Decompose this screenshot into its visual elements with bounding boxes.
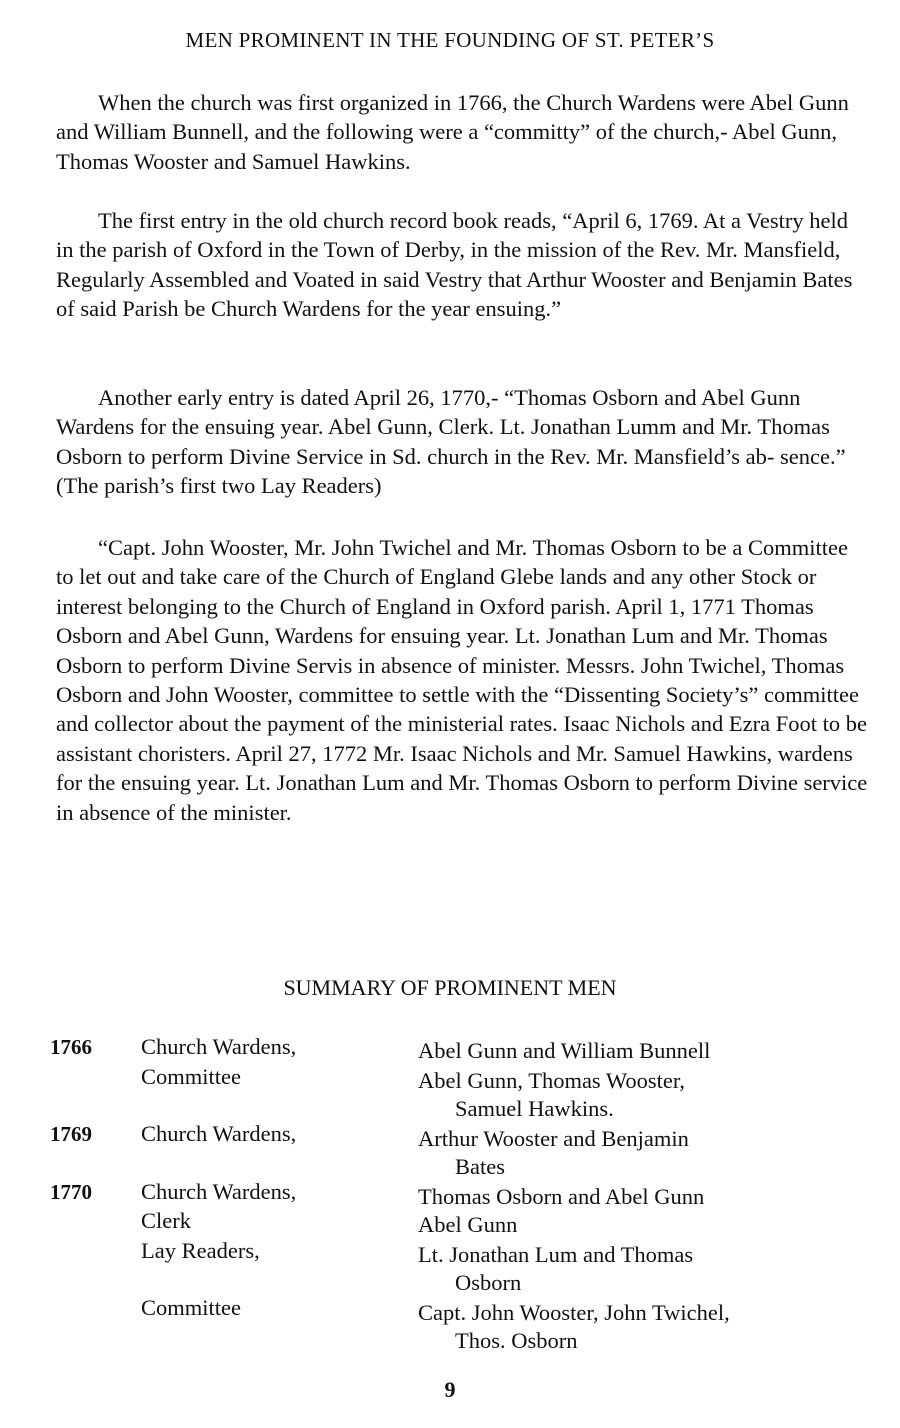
summary-role: Committee [141, 1064, 241, 1089]
summary-names-line: Capt. John Wooster, John Twichel, [418, 1300, 730, 1325]
paragraph-2 [56, 206, 868, 324]
summary-year: 1770 [50, 1180, 92, 1204]
summary-role: Church Wardens, [141, 1034, 297, 1059]
paragraph-4 [56, 533, 868, 827]
paragraph-1-text: When the church was first organized in 1766, the Church Wardens were Abel Gunn and William Bunnell, and the following were a “committy” of the church,- Abel Gunn, Thomas Wooster and Samuel Hawkins. [56, 90, 849, 174]
summary-names [418, 1183, 858, 1211]
page-number: 9 [444, 1377, 456, 1402]
summary-names-line: Abel Gunn and William Bunnell [418, 1038, 711, 1063]
paragraph-4-text: “Capt. John Wooster, Mr. John Twichel and Mr. Thomas Osborn to be a Committee to let out and take care of the Church of England Glebe lands and any other Stock or interest belonging to the Church of England in Oxford parish. April 1, 1771 Thomas Osborn and Abel Gunn, Wardens for ensuing year. Lt. Jonathan Lum and Mr. Thomas Osborn to perform Divine Servis in absence of minister. Messrs. John Twichel, Thomas Osborn and John Wooster, committee to settle with the “Dissenting Society’s” committee and collector about the payment of the ministerial rates. Isaac Nichols and Ezra Foot to be assistant choristers. April 27, 1772 Mr. Isaac Nichols and Mr. Samuel Hawkins, wardens for the ensuing year. Lt. Jonathan Lum and Mr. Thomas Osborn to perform Divine service in absence of the minister. [56, 535, 868, 825]
summary-title: SUMMARY OF PROMINENT MEN [283, 975, 617, 1000]
summary-role: Lay Readers, [141, 1238, 260, 1263]
paragraph-1 [56, 88, 868, 176]
summary-names [418, 1125, 858, 1181]
summary-names-line: Thomas Osborn and Abel Gunn [418, 1184, 705, 1209]
summary-names-line: Abel Gunn [418, 1212, 518, 1237]
paragraph-3 [56, 383, 868, 501]
paragraph-3-text: Another early entry is dated April 26, 1770,- “Thomas Osborn and Abel Gunn Wardens for the ensuing year. Abel Gunn, Clerk. Lt. Jonathan Lumm and Mr. Thomas Osborn to perform Divine Service in Sd. church in the Rev. Mr. Mansfield’s ab- sence.” (The parish’s first two Lay Readers) [56, 385, 846, 499]
page-title: MEN PROMINENT IN THE FOUNDING OF ST. PETER’S [185, 28, 715, 52]
summary-names-continuation: Osborn [455, 1270, 522, 1295]
summary-names-continuation: Bates [455, 1154, 505, 1179]
summary-role: Church Wardens, [141, 1179, 297, 1204]
summary-role: Clerk [141, 1208, 191, 1233]
summary-names-continuation: Thos. Osborn [455, 1328, 578, 1353]
summary-names-line: Lt. Jonathan Lum and Thomas [418, 1242, 694, 1267]
summary-names-line: Arthur Wooster and Benjamin [418, 1126, 689, 1151]
summary-names [418, 1241, 858, 1297]
summary-names [418, 1067, 858, 1123]
summary-year: 1766 [50, 1035, 92, 1059]
summary-role: Committee [141, 1295, 241, 1320]
summary-role: Church Wardens, [141, 1121, 297, 1146]
summary-names-continuation: Samuel Hawkins. [455, 1096, 614, 1121]
summary-names [418, 1037, 858, 1065]
summary-names [418, 1211, 858, 1239]
summary-year: 1769 [50, 1122, 92, 1146]
summary-names [418, 1299, 858, 1355]
summary-names-line: Abel Gunn, Thomas Wooster, [418, 1068, 686, 1093]
paragraph-2-text: The first entry in the old church record book reads, “April 6, 1769. At a Vestry held in the parish of Oxford in the Town of Derby, in the mission of the Rev. Mr. Mansfield, Regularly Assembled and Voated in said Vestry that Arthur Wooster and Benjamin Bates of said Parish be Church Wardens for the year ensuing.” [56, 208, 853, 322]
